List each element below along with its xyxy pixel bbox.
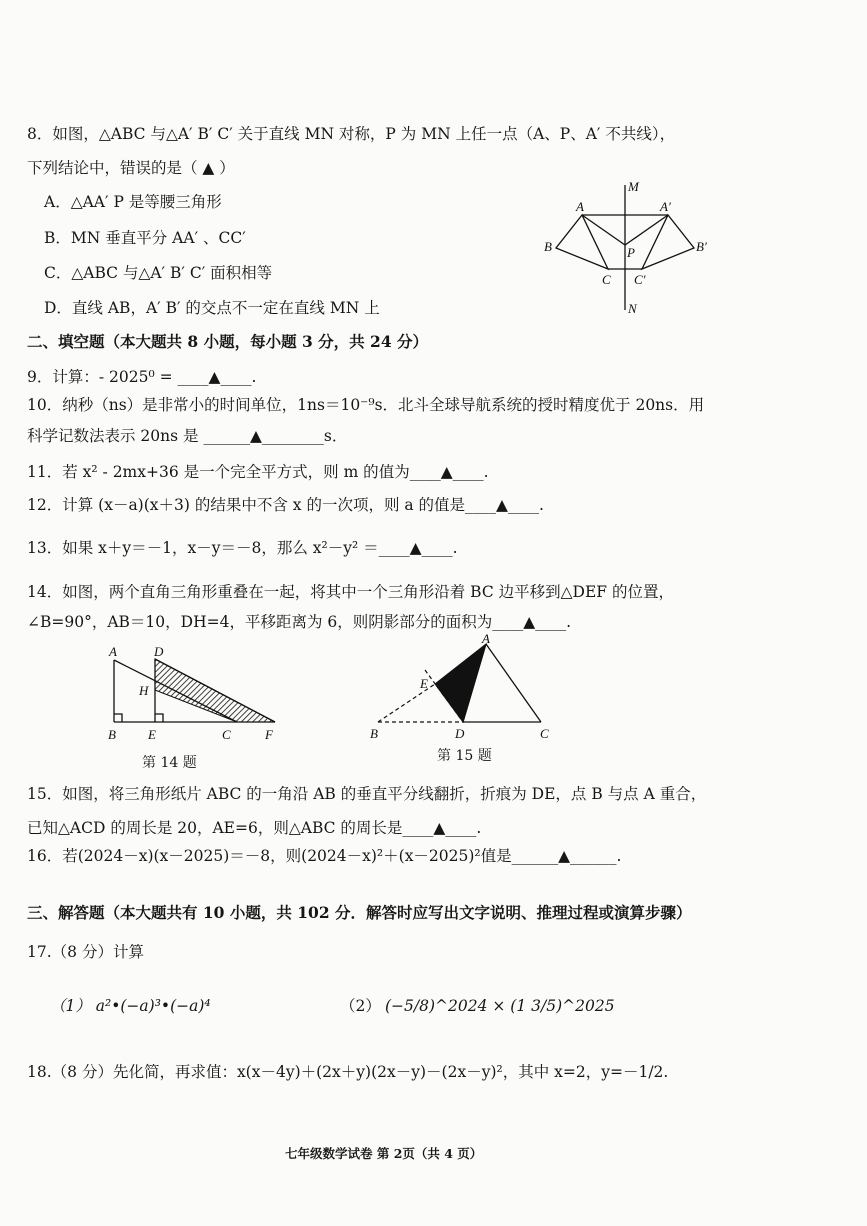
- fig15-label-a: A: [482, 632, 490, 646]
- q8-line1: 8．如图，△ABC 与△A′ B′ C′ 关于直线 MN 对称，P 为 MN 上任一点（A、P、A′ 不共线），: [27, 125, 676, 143]
- fig14-label-f: F: [265, 727, 273, 742]
- fig15: [360, 632, 560, 744]
- q12: 12．计算 (x－a)(x＋3) 的结果中不含 x 的一次项，则 a 的值是____▲____.: [27, 496, 544, 514]
- q11: 11．若 x² - 2mx+36 是一个完全平方式，则 m 的值为____▲____.: [27, 463, 489, 481]
- q16: 16．若(2024－x)(x－2025)＝－8，则(2024－x)²＋(x－2025)²值是______▲______.: [27, 847, 622, 865]
- fig8-label-n: N: [628, 301, 637, 316]
- q9: 9．计算：- 2025⁰ = ____▲____.: [27, 368, 257, 386]
- q8-option-a: A．△AA′ P 是等腰三角形: [44, 193, 222, 211]
- fig8-label-a2: A′: [660, 199, 671, 214]
- q15-line2: 已知△ACD 的周长是 20，AE=6，则△ABC 的周长是____▲____.: [27, 819, 482, 837]
- fig14-label-d: D: [154, 644, 164, 659]
- q13: 13．如果 x＋y＝－1，x－y＝－8，那么 x²－y² ＝____▲____.: [27, 539, 458, 557]
- section2-heading: 二、填空题（本大题共 8 小题，每小题 3 分，共 24 分）: [27, 332, 429, 351]
- fig14-label-a: A: [109, 644, 117, 659]
- fig15-label-e: E: [420, 676, 428, 691]
- q10-line2: 科学记数法表示 20ns 是 ______▲________s．: [27, 427, 348, 445]
- fig8-label-p: P: [627, 245, 635, 260]
- fig15-label-c: C: [540, 726, 549, 741]
- fig8-label-c2: C′: [634, 272, 646, 287]
- q8-line2: 下列结论中，错误的是（ ▲ ）: [27, 159, 235, 177]
- fig8-label-c: C: [602, 272, 611, 287]
- q10-line1: 10．纳秒（ns）是非常小的时间单位，1ns＝10⁻⁹s．北斗全球导航系统的授时精度优于 20ns．用: [27, 396, 705, 414]
- fig8-label-a: A: [576, 199, 584, 214]
- fig14-label-b: B: [108, 727, 116, 742]
- fig14-label-c: C: [222, 727, 231, 742]
- fig14-label-h: H: [139, 683, 149, 698]
- q18: 18.（8 分）先化简，再求值：x(x－4y)＋(2x＋y)(2x－y)－(2x－y)²，其中 x=2，y=－1/2.: [27, 1063, 669, 1081]
- page-footer: 七年级数学试卷 第 2页（共 4 页）: [285, 1146, 483, 1161]
- q8-figure: [530, 175, 720, 320]
- fig15-label-b: B: [370, 726, 378, 741]
- q8-option-b: B．MN 垂直平分 AA′ 、CC′: [44, 229, 246, 247]
- fig8-label-b: B: [544, 239, 552, 254]
- q17-part1: （1） a²•(−a)³•(−a)⁴: [50, 997, 211, 1015]
- q8-option-c: C．△ABC 与△A′ B′ C′ 面积相等: [44, 264, 273, 282]
- fig14-label-e: E: [148, 727, 156, 742]
- fig14: [100, 642, 290, 747]
- q17-part2-expr: (−5/8)^2024 × (1 3/5)^2025: [385, 997, 615, 1015]
- q17-part2-label: （2）: [340, 997, 381, 1015]
- q15-line1: 15．如图，将三角形纸片 ABC 的一角沿 AB 的垂直平分线翻折，折痕为 DE，点 B 与点 A 重合，: [27, 785, 707, 803]
- fig14-caption: 第 14 题: [142, 755, 197, 771]
- fig8-label-m: M: [628, 179, 639, 194]
- fig8-label-b2: B′: [696, 239, 707, 254]
- section3-heading: 三、解答题（本大题共有 10 小题，共 102 分．解答时应写出文字说明、推理过程或演算步骤）: [27, 903, 692, 922]
- fig15-caption: 第 15 题: [437, 748, 492, 764]
- q17-title: 17.（8 分）计算: [27, 943, 144, 961]
- q14-line1: 14．如图，两个直角三角形重叠在一起，将其中一个三角形沿着 BC 边平移到△DEF 的位置，: [27, 583, 674, 601]
- fig15-label-d: D: [455, 726, 465, 741]
- q14-line2: ∠B=90°，AB＝10，DH=4，平移距离为 6，则阴影部分的面积为____▲____.: [27, 613, 572, 631]
- q8-option-d: D．直线 AB，A′ B′ 的交点不一定在直线 MN 上: [44, 299, 380, 317]
